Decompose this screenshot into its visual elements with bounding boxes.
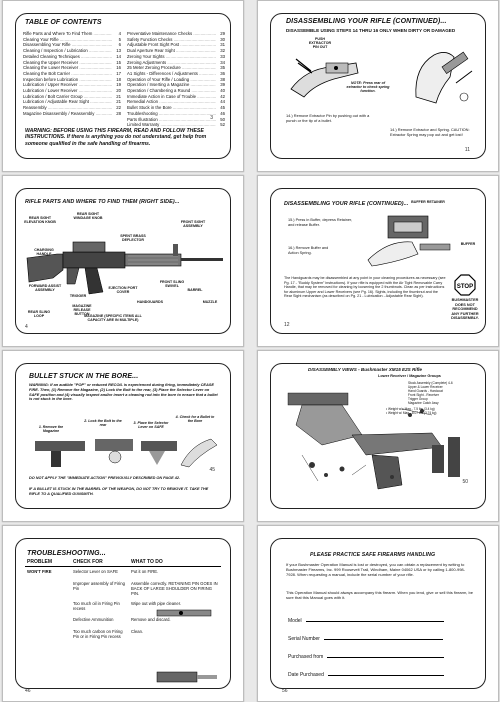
part-label: CHARGING HANDLE	[34, 248, 54, 256]
push-extractor-label: PUSH EXTRACTOR PIN OUT	[308, 37, 332, 49]
page-number: 12	[284, 322, 290, 328]
bullet-warning: WARNING: If an audible "POP" or reduced RECOIL is experienced during firing, immediately CEASE FIRE. Then, (1) Remove the Magazine, (2) Lock the Bolt to the rear, (3) Place the Selector Lever on SAFE position and (4) visually inspect and/or insert a cleaning rod into the bore to ensure that a bullet is not stuck in the bore.	[29, 382, 218, 402]
page-number: 45	[209, 467, 215, 473]
cell-problem	[25, 615, 71, 627]
part-label: MAGAZINE RELEASE BUTTON	[72, 304, 92, 316]
form-field-1[interactable]	[288, 636, 443, 642]
toc-entry-title: Parts Illustration .....	[127, 117, 216, 123]
toc-entry-page: 19	[116, 82, 121, 88]
firing-pin-illustration	[153, 600, 223, 624]
cell-problem	[25, 627, 71, 645]
toc-entry-title: Zeroing Your Sights .....	[127, 54, 216, 60]
form-field-3[interactable]	[288, 672, 444, 678]
toc-entry-title: Safety Function Checks .....	[127, 37, 216, 43]
accompany-manual-text: This Operation Manual should always accompany this firearm. When you lend, give or sell this firearm, be sure that this Manual goes with it.	[286, 590, 473, 600]
weight-line: • Weight w/ Mag - 8.07 lbs (3.74 kg)	[386, 411, 437, 415]
toc-entry[interactable]	[23, 111, 121, 117]
gunsmith-note: IF A BULLET IS STUCK IN THE BARREL OF THE WEAPON, DO NOT TRY TO REMOVE IT. TAKE THE RIFLE TO A QUALIFIED GUNSMITH.	[29, 487, 209, 496]
toc-entry-page: 33	[220, 53, 225, 59]
toc-entry-page: 35	[220, 65, 225, 71]
page-frame	[270, 538, 486, 689]
buffer-label: BUFFER	[460, 242, 476, 246]
toc-entry-page: 13	[116, 48, 121, 54]
part-label: FRONT SLING SWIVEL	[159, 280, 185, 288]
toc-entry-page: 20	[116, 88, 121, 94]
toc-entry-title: Lubrication / Lower Receiver .....	[23, 88, 112, 94]
form-field-label: Serial Number	[288, 636, 320, 642]
bullet-step-label: 1. Remove the Magazine	[38, 425, 64, 433]
page-disassembly-views	[257, 350, 499, 522]
part-label: HANDGUARDS	[137, 300, 163, 304]
toc-entry-title: Magazine Disassembly / Reassembly .....	[23, 111, 112, 117]
toc-entry-page: 52	[220, 122, 225, 128]
toc-entry-title: Operation of Your Rifle / Loading .....	[127, 77, 216, 83]
toc-entry-title: Operation / Inserting a Magazine .....	[127, 82, 216, 88]
page-title: DISASSEMBLING YOUR RIFLE (CONTINUED)...	[284, 201, 409, 207]
bullet-steps-illustration	[31, 435, 221, 469]
form-field-line[interactable]	[306, 621, 444, 622]
toc-entry-page: 17	[116, 70, 121, 76]
hand-extractor-illustration	[406, 37, 476, 109]
part-label: FRONT SIGHT ASSEMBLY	[180, 220, 206, 228]
table-row	[25, 579, 221, 599]
toc-entry-page: 16	[116, 65, 121, 71]
part-label: BARREL	[187, 288, 203, 292]
cell-todo: Clean.	[131, 628, 144, 634]
cell-check: Defective Ammunition	[73, 616, 114, 622]
cell-problem	[25, 579, 71, 599]
bolt-clean-illustration	[153, 664, 223, 690]
cell-problem	[25, 599, 71, 615]
form-field-0[interactable]	[288, 618, 444, 624]
toc-entry-title: Bullet Stuck in the Bore .....	[127, 105, 216, 111]
bullet-step-label: 2. Lock the Bolt to the rear	[84, 419, 122, 427]
toc-entry-title: Cleaning the Bolt Carrier .....	[23, 71, 112, 77]
toc-entry-title: Remedial Action .....	[127, 99, 216, 105]
form-field-label: Date Purchased	[288, 672, 324, 678]
cell-todo: Put it on FIRE.	[131, 569, 159, 574]
bullet-step-label: 3. Place the Selector Lever on SAFE	[133, 421, 169, 429]
toc-entry-title: Zeroing Adjustments .....	[127, 60, 216, 66]
rifle-weights	[386, 407, 478, 415]
part-callout: Magazine Catch Assy	[408, 401, 439, 405]
toc-entry-title: A1 Sights - Differences / Adjustments .....	[127, 71, 216, 77]
part-callout: Trigger Group	[408, 397, 428, 401]
part-label: TRIGGER	[69, 294, 87, 298]
toc-entry-page: 45	[220, 105, 225, 111]
toc-entry-title: Adjustable Front Sight Post .....	[127, 42, 216, 48]
page-title: PLEASE PRACTICE SAFE FIREARMS HANDLING	[310, 552, 436, 558]
toc-entry-page: 21	[116, 93, 121, 99]
page-number: 3	[210, 115, 213, 121]
part-label: SPENT BRASS DEFLECTOR	[120, 234, 146, 242]
part-label: REAR SIGHT WINDAGE KNOB	[73, 212, 103, 220]
toc-entry-page: 34	[220, 59, 225, 65]
page-table-of-contents	[2, 0, 244, 172]
bullet-step-label: 4. Check for a Bullet in the Bore	[175, 415, 215, 423]
toc-entry-title: Detailed Cleaning Techniques .....	[23, 54, 112, 60]
toc-entry-page: 32	[220, 48, 225, 54]
weight-line: • Weight w/o Mag - 7.5 lbs (3.4 kg)	[386, 407, 435, 411]
toc-entry-title: Immediate Action in Case of Trouble .....	[127, 94, 216, 100]
toc-entry-page: 36	[220, 70, 225, 76]
toc-entry-page: 44	[220, 99, 225, 105]
table-row	[25, 567, 221, 579]
toc-entry-title: Lubrication / Bolt Carrier Group .....	[23, 94, 112, 100]
step-15-text: 15.) Press in Buffer, depress Retainer, and release Buffer.	[288, 218, 353, 228]
cell-check: Selector Lever on SAFE	[73, 569, 118, 574]
page-number: 56	[282, 688, 288, 694]
part-callout: Stock Assembly (Complete) 4-6	[408, 381, 453, 385]
part-label: REAR SLING LOOP	[27, 310, 51, 318]
form-field-2[interactable]	[288, 654, 444, 660]
part-callout: Hand Guards - Hardcoat	[408, 389, 443, 393]
toc-entry-page: 14	[116, 53, 121, 59]
toc-entry-title: Cleaning the Upper Receiver .....	[23, 60, 112, 66]
part-callout: Upper & Lower Receiver	[408, 385, 443, 389]
stop-sign-text: STOP	[456, 284, 474, 290]
toc-entry-page: 40	[220, 88, 225, 94]
toc-entry-page: 38	[220, 76, 225, 82]
toc-entry-title: Limited Warranty .....	[127, 122, 216, 128]
toc-entry-page: 42	[220, 93, 225, 99]
form-field-line[interactable]	[324, 639, 443, 640]
step-16-text: 16.) Remove Buffer and Action Spring.	[288, 246, 329, 256]
toc-entry-page: 46	[220, 110, 225, 116]
toc-entry-page: 4	[118, 31, 121, 36]
page-number: 4	[25, 324, 28, 330]
page-subtitle: Lower Receiver / Magazine Groups	[378, 374, 441, 378]
toc-entry-page: 21	[116, 99, 121, 105]
page-bullet-stuck	[2, 350, 244, 522]
toc-entry-title: Clearing Your Rifle .....	[23, 37, 112, 43]
cell-todo: Wipe out with pipe cleaner.	[131, 600, 182, 606]
page-number: 50	[462, 479, 468, 485]
note-text: NOTE: Press rear of extractor to check spring function.	[346, 81, 390, 93]
toc-entry-page: 31	[220, 42, 225, 48]
cell-check: Improper assembly of Firing Pin	[73, 580, 125, 591]
page-title: DISASSEMBLY VIEWS - Bushmaster XM15 E2S Rifle	[308, 367, 422, 372]
page-number: 11	[464, 147, 470, 153]
col-what-to-do: WHAT TO DO	[129, 558, 221, 567]
page-safe-handling	[257, 525, 499, 702]
toc-entry-title: Dual Aperture Rear Sight .....	[127, 48, 216, 54]
toc-entry-title: Reassembly .....	[23, 105, 112, 111]
toc-entry-page: 30	[220, 36, 225, 42]
toc-entry-title: Cleaning the Lower Receiver .....	[23, 65, 112, 71]
cell-todo: Assemble correctly. RETAINING PIN GOES IN BACK OF LARGE SHOULDER ON FIRING PIN.	[131, 580, 218, 596]
form-field-line[interactable]	[327, 657, 443, 658]
toc-entry-page: 39	[220, 82, 225, 88]
toc-entry-page: 6	[118, 42, 121, 48]
page-title: RIFLE PARTS AND WHERE TO FIND THEM (RIGHT SIDE)...	[25, 199, 180, 205]
part-callout: Front Sight - Receiver	[408, 393, 440, 397]
toc-entry-title: Lubrication / Upper Receiver .....	[23, 82, 112, 88]
handguards-body-text: The Handguards may be disassembled at any point in your cleaning procedures as necessary (see Pg. 17 - "Buddy System" instructions). If your rifle is equipped with the Air Tight Removable Carry Handle, that may be removed for cleaning by loosening the 2 thumbnuts. Clean as per instructions for aluminum Upper and Lower Receivers (see Pg. 16). Sights, including the thumbnut and the Rear Sight mechanism (as described on Pg. 21 - Lubrication - Adjustable Rear Sight).	[284, 276, 446, 299]
safety-warning: WARNING: BEFORE USING THIS FIREARM, READ AND FOLLOW THESE INSTRUCTIONS. If there is anything you do not understand, get help from someone qualified in the safe handling of firearms.	[25, 128, 207, 147]
buffer-removal-illustration	[358, 210, 458, 268]
toc-entry-title: Rifle Parts and Where To Find Them .....	[23, 31, 112, 37]
page-disassembling-buffer	[257, 175, 499, 347]
toc-entry-title: Lubrication / Adjustable Rear Sight .....	[23, 99, 112, 105]
toc-entry-page: 15	[116, 59, 121, 65]
stop-sign-icon	[454, 274, 476, 296]
immediate-action-note: DO NOT APPLY THE "IMMEDIATE ACTION" PREVIOUSLY DESCRIBED ON PAGE 42.	[29, 476, 180, 480]
toc-entry-page: 18	[116, 76, 121, 82]
page-number: 46	[25, 688, 31, 694]
toc-entry-page: 28	[116, 110, 121, 116]
page-subtitle: DISASSEMBLE USING STEPS 14 THRU 16 ONLY WHEN DIRTY OR DAMAGED	[286, 28, 456, 33]
stop-note: BUSHMASTER DOES NOT RECOMMEND ANY FURTHER DISASSEMBLY.	[451, 298, 479, 321]
page-title: TABLE OF CONTENTS	[25, 19, 102, 26]
part-label: MAGAZINE (SPECIFIC ITEMS ALL CAPACITY ARE IN MULTIPLE)	[84, 314, 142, 322]
toc-right-column	[127, 31, 225, 128]
toc-left-column	[23, 31, 121, 117]
replacement-manual-text: If your Bushmaster Operation Manual is lost or destroyed, you can obtain a replacement by writing to Bushmaster Firearms, Inc. 999 Roosevelt Trail, Windham, Maine 04062 USA or by calling 1-800-998-7928. When requesting a manual, include the serial number of your rifle.	[286, 562, 465, 577]
cell-check: Too much oil in Firing Pin recess	[73, 600, 120, 611]
step-14-text: 14.) Remove Extractor Pin by pushing out with a punch or the tip of a bullet.	[286, 113, 370, 124]
cell-problem: WON'T FIRE	[27, 569, 52, 574]
col-problem: PROBLEM	[25, 558, 71, 567]
toc-entry-title: Cleaning / Inspection / Lubrication .....	[23, 48, 112, 54]
toc-entry-title: Troubleshooting .....	[127, 111, 216, 117]
col-check-for: CHECK FOR	[71, 558, 129, 567]
part-label: EJECTION PORT COVER	[108, 286, 138, 294]
cell-todo: Remove and discard.	[131, 616, 171, 622]
toc-entry-page: 29	[220, 31, 225, 36]
form-field-label: Model	[288, 618, 302, 624]
toc-entry-page: 50	[220, 116, 225, 122]
toc-entry-title: Operation / Chambering a Round .....	[127, 88, 216, 94]
cell-check: Too much carbon on Firing Pin or in Firing Pin recess	[73, 628, 123, 639]
part-label: MUZZLE	[202, 300, 218, 304]
page-troubleshooting	[2, 525, 244, 702]
buffer-retainer-label: BUFFER RETAINER	[411, 200, 445, 204]
toc-entry-page: 5	[118, 36, 121, 42]
part-label: FORWARD ASSIST ASSEMBLY	[28, 284, 62, 292]
page-title: BULLET STUCK IN THE BORE...	[29, 373, 139, 380]
page-disassembling-extractor	[257, 0, 499, 172]
page-title: DISASSEMBLING YOUR RIFLE (CONTINUED)...	[286, 18, 447, 25]
form-field-label: Purchased from	[288, 654, 324, 660]
table-row	[25, 627, 221, 645]
toc-entry-title: 25 Meter Zeroing Procedure .....	[127, 65, 216, 71]
bolt-extractor-illustration	[286, 49, 366, 101]
step-14b-text: 14.) Remove Extractor and Spring. CAUTION: Extractor Spring may pop out and get lost!	[390, 127, 470, 138]
part-label: REAR SIGHT ELEVATION KNOB	[24, 216, 56, 224]
page-rifle-parts	[2, 175, 244, 347]
toc-entry-title: Inspection before Lubrication .....	[23, 77, 112, 83]
form-field-line[interactable]	[328, 675, 444, 676]
toc-entry-title: Disassembling Your Rifle .....	[23, 42, 112, 48]
page-title: TROUBLESHOOTING...	[27, 550, 106, 557]
toc-entry-title: Preventative Maintenance Checks .....	[127, 31, 216, 37]
toc-entry-page: 22	[116, 105, 121, 111]
part-callouts	[408, 381, 478, 405]
